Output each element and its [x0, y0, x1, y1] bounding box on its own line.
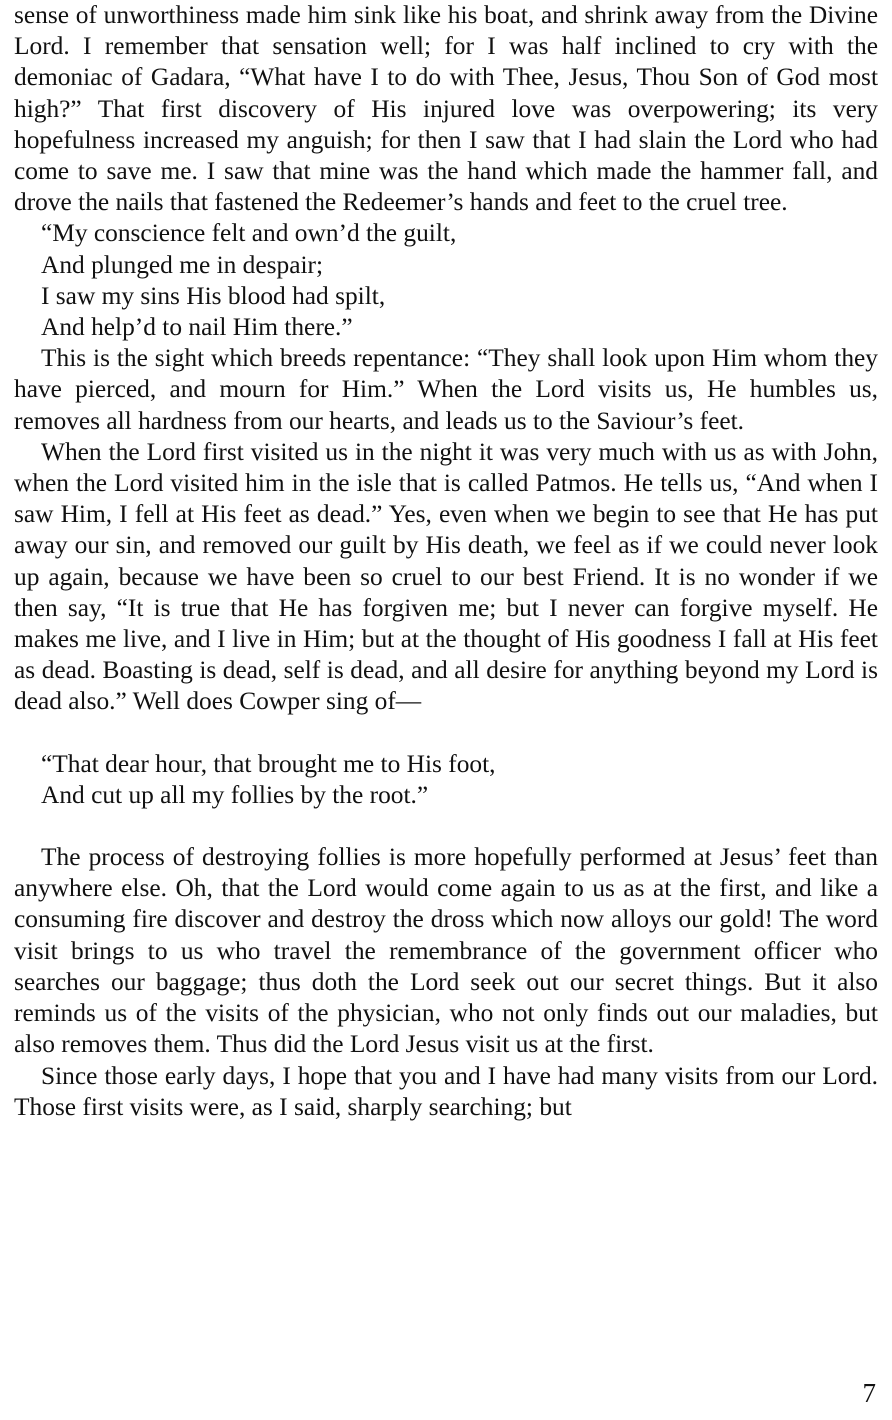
- verse-quotation-2: [14, 749, 878, 811]
- book-page: [14, 0, 878, 1123]
- verse-line: And cut up all my follies by the root.”: [41, 780, 429, 809]
- paragraph-2: This is the sight which breeds repentance: “They shall look upon Him whom they have pierced, and mourn for Him.” When the Lord visits us, He humbles us, removes all hardness from our hearts, and leads us to the Saviour’s feet.: [14, 344, 878, 435]
- verse-line: “My conscience felt and own’d the guilt,: [41, 219, 457, 248]
- verse-line: And plunged me in despair;: [41, 250, 324, 279]
- verse-line: “That dear hour, that brought me to His foot,: [41, 749, 496, 778]
- paragraph-3: When the Lord first visited us in the night it was very much with us as with John, when the Lord visited him in the isle that is called Patmos. He tells us, “And when I saw Him, I fell at His feet as dead.” Yes, even when we begin to see that He has put away our sin, and removed our guilt by His death, we feel as if we could never look up again, because we have been so cruel to our best Friend. It is no wonder if we then say, “It is true that He has forgiven me; but I never can forgive myself. He makes me live, and I live in Him; but at the thought of His goodness I fall at His feet as dead. Boasting is dead, self is dead, and all desire for anything beyond my Lord is dead also.” Well does Cowper sing of—: [14, 437, 878, 716]
- verse-line: And help’d to nail Him there.”: [41, 313, 353, 342]
- paragraph-4: The process of destroying follies is more hopefully performed at Jesus’ feet than anywhere else. Oh, that the Lord would come again to us as at the first, and like a consuming fire discover and destroy the dross which now alloys our gold! The word visit brings to us who travel the remembrance of the government officer who searches our baggage; thus doth the Lord seek out our secret things. But it also reminds us of the visits of the physician, who not only finds out our maladies, but also removes them. Thus did the Lord Jesus visit us at the first.: [14, 843, 878, 1059]
- spacer: [14, 718, 878, 749]
- paragraph-5: Since those early days, I hope that you and I have had many visits from our Lord. Those first visits were, as I said, sharply searching; but: [14, 1061, 878, 1121]
- spacer: [14, 811, 878, 842]
- page-number: 7: [862, 1378, 876, 1408]
- verse-line: I saw my sins His blood had spilt,: [41, 281, 386, 310]
- paragraph-1: sense of unworthiness made him sink like his boat, and shrink away from the Divine Lord. I remember that sensation well; for I was half inclined to cry with the demoniac of Gadara, “What have I to do with Thee, Jesus, Thou Son of God most high?” That first discovery of His injured love was overpowering; its very hopefulness increased my anguish; for then I saw that I had slain the Lord who had come to save me. I saw that mine was the hand which made the hammer fall, and drove the nails that fastened the Redeemer’s hands and feet to the cruel tree.: [14, 1, 878, 217]
- verse-quotation-1: [14, 218, 878, 343]
